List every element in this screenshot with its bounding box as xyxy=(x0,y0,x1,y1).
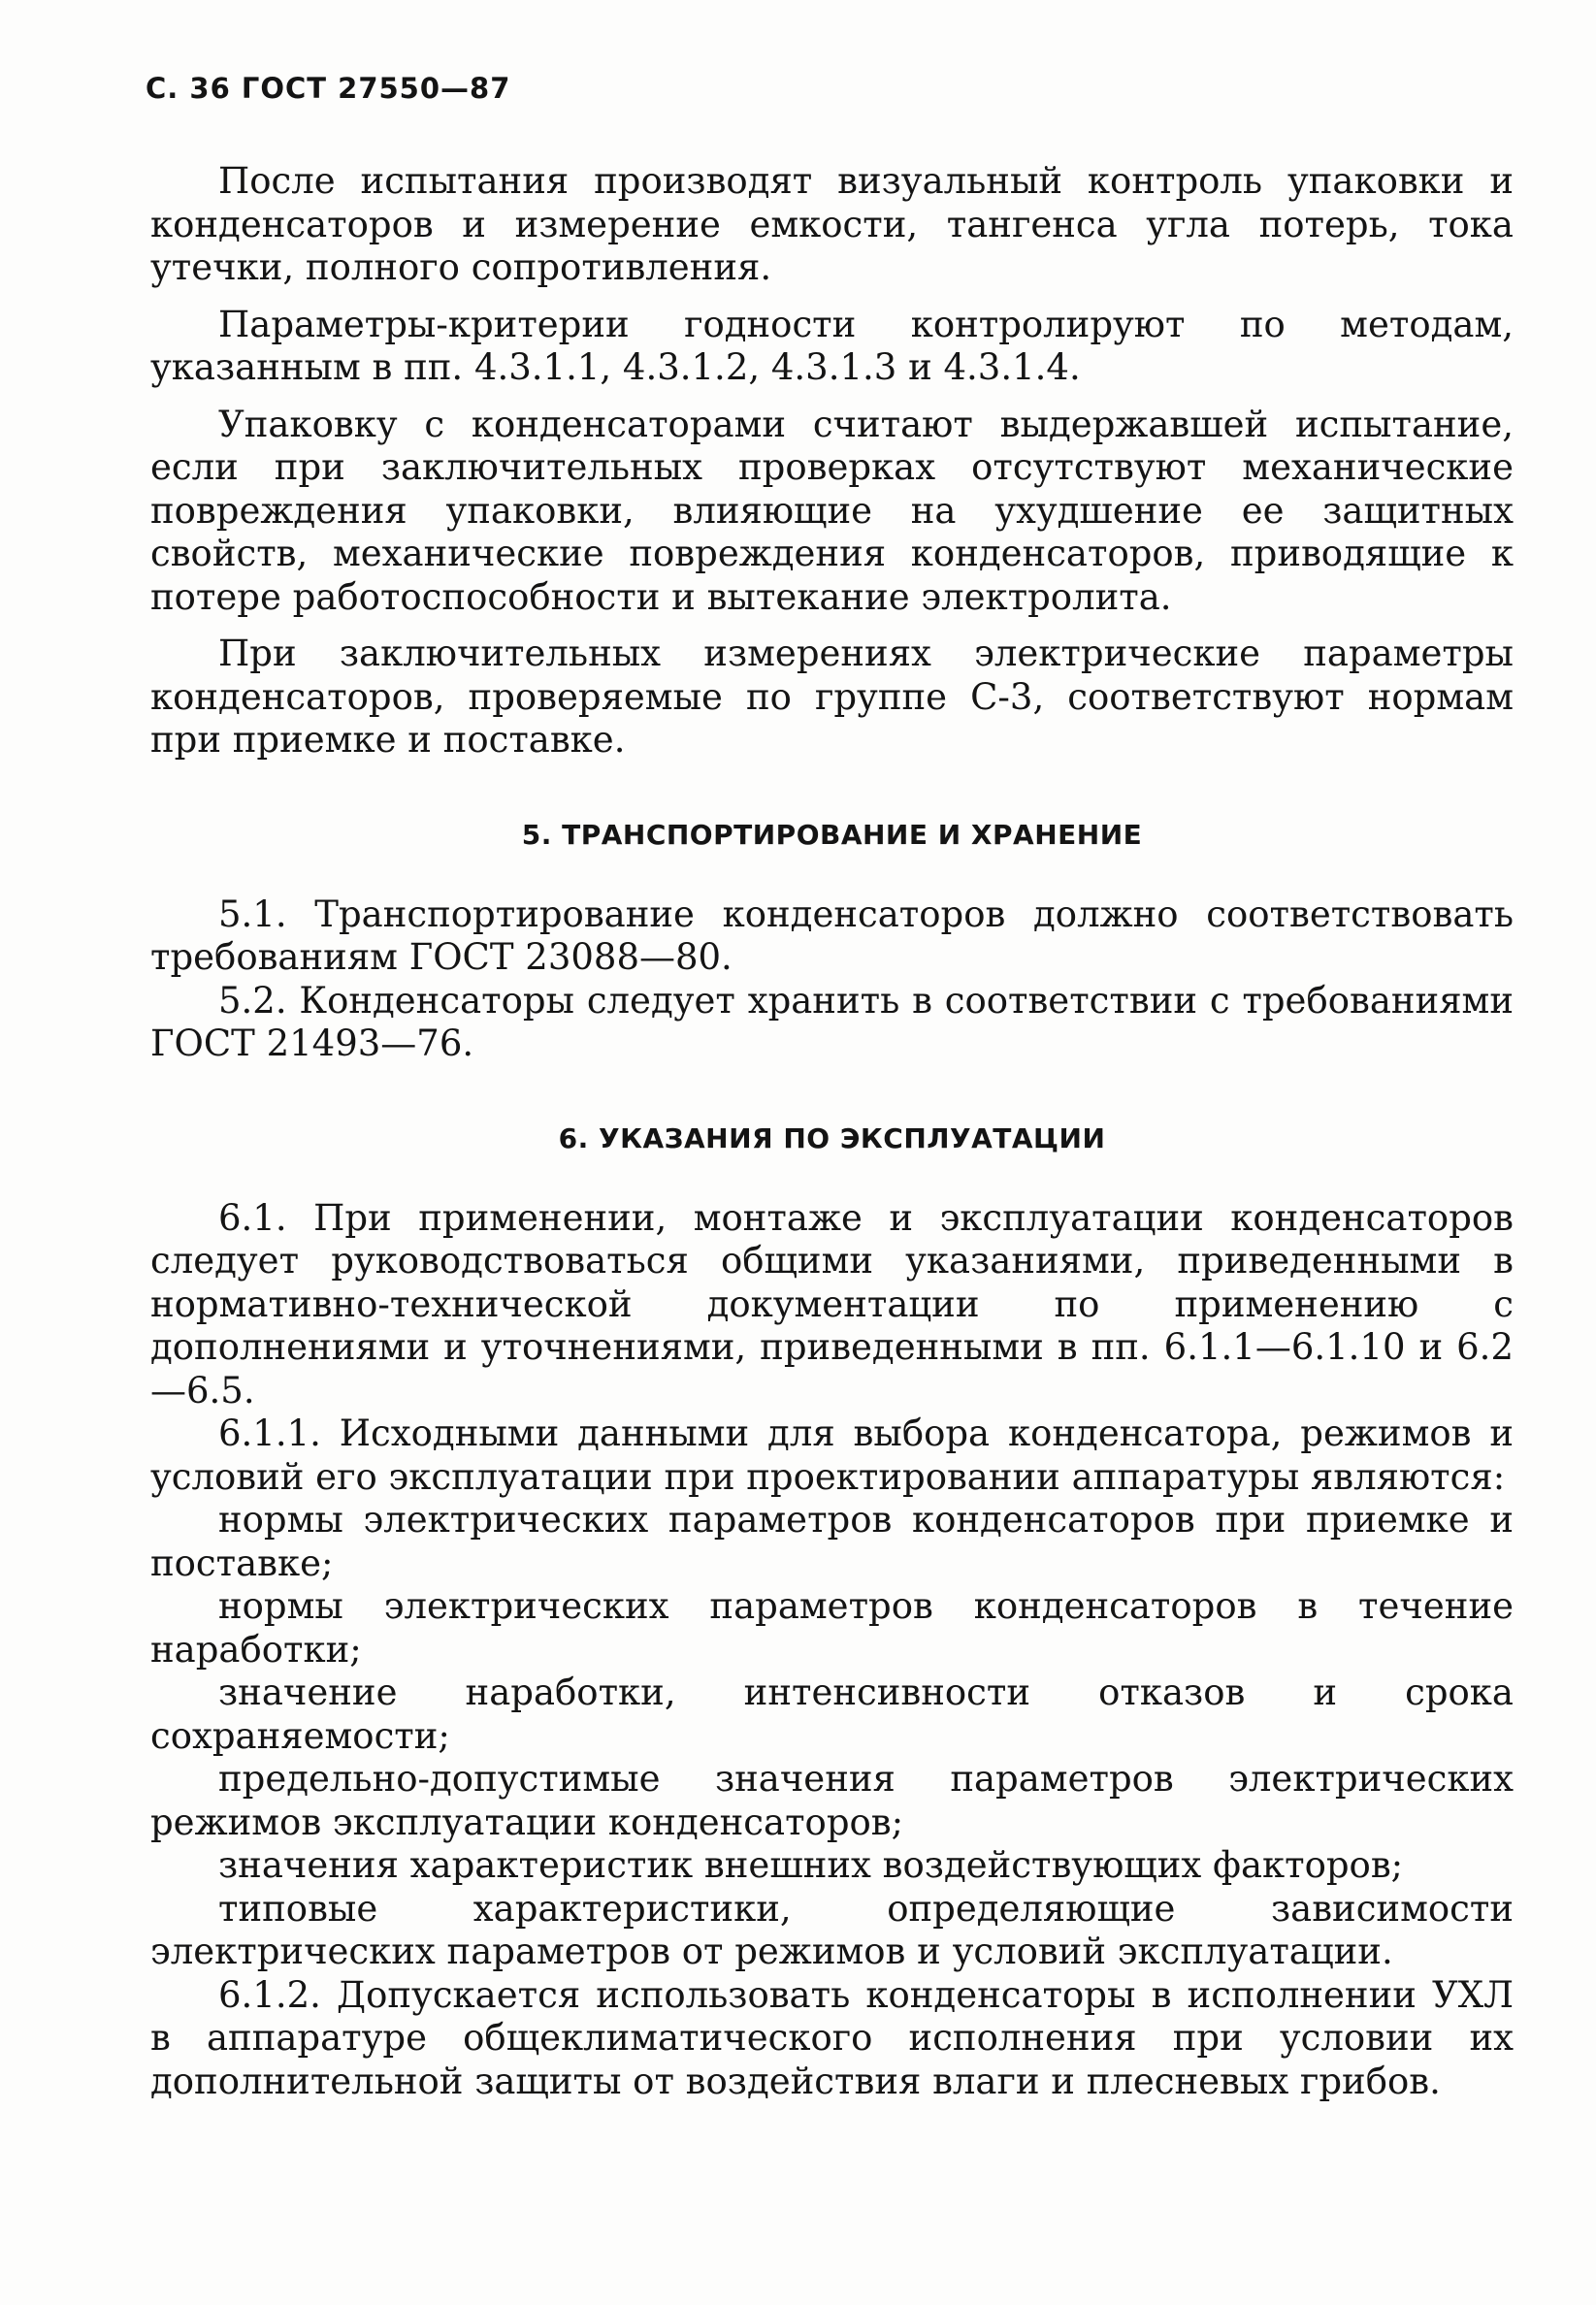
page-header: С. 36 ГОСТ 27550—87 xyxy=(146,72,511,105)
list-item: значения характеристик внешних воздействующих факторов; xyxy=(218,1844,1404,1886)
list-item: нормы электрических параметров конденсаторов в течение наработки; xyxy=(150,1585,1514,1671)
final-measurements-block xyxy=(150,633,1514,763)
paragraph-6-1: 6.1. При применении, монтаже и эксплуатации конденсаторов следует руководствоваться общими указаниями, приведенными в нормативно-технической документации по применению с дополнениями и уточнениями, приведенными в пп. 6.1.1—6.1.10 и 6.2—6.5. xyxy=(150,1196,1514,1412)
list-item: типовые характеристики, определяющие зависимости электрических параметров от режимов и условий эксплуатации. xyxy=(150,1887,1514,1972)
paragraph-final-measurements: При заключительных измерениях электрические параметры конденсаторов, проверяемые по группе С-3, соответствуют нормам при приемке и поставке. xyxy=(150,633,1514,761)
paragraph-criteria: Параметры-критерии годности контролируют по методам, указанным в пп. 4.3.1.1, 4.3.1.2, 4.3.1.3 и 4.3.1.4. xyxy=(150,303,1514,388)
page-content xyxy=(150,160,1514,2103)
packaging-block xyxy=(150,404,1514,620)
paragraph-packaging: Упаковку с конденсаторами считают выдержавшей испытание, если при заключительных проверках отсутствуют механические повреждения упаковки, влияющие на ухудшение ее защитных свойств, механические повреждения конденсаторов, приводящие к потере работоспособности и вытекание электролита. xyxy=(150,403,1514,618)
paragraph-5-2: 5.2. Конденсаторы следует хранить в соответствии с требованиями ГОСТ 21493—76. xyxy=(150,979,1514,1064)
section-6-title: 6. УКАЗАНИЯ ПО ЭКСПЛУАТАЦИИ xyxy=(558,1121,1106,1154)
input-data-list xyxy=(150,1499,1514,1974)
list-item: предельно-допустимые значения параметров электрических режимов эксплуатации конденсаторов; xyxy=(150,1758,1514,1843)
test-results-block xyxy=(150,160,1514,290)
list-item: значение наработки, интенсивности отказов и срока сохраняемости; xyxy=(150,1672,1514,1757)
section-5-title: 5. ТРАНСПОРТИРОВАНИЕ И ХРАНЕНИЕ xyxy=(521,818,1143,851)
paragraph-5-1: 5.1. Транспортирование конденсаторов должно соответствовать требованиям ГОСТ 23088—80. xyxy=(150,893,1514,978)
paragraph-6-1-1: 6.1.1. Исходными данными для выбора конденсатора, режимов и условий его эксплуатации при проектировании аппаратуры являются: xyxy=(150,1412,1514,1498)
list-item: нормы электрических параметров конденсаторов при приемке и поставке; xyxy=(150,1499,1514,1584)
criteria-block xyxy=(150,304,1514,390)
paragraph-6-1-2: 6.1.2. Допускается использовать конденсаторы в исполнении УХЛ в аппаратуре общеклиматического исполнения при условии их дополнительной защиты от воздействия влаги и плесневых грибов. xyxy=(150,1973,1514,2102)
paragraph-visual-control: После испытания производят визуальный контроль упаковки и конденсаторов и измерение емкости, тангенса угла потерь, тока утечки, полного сопротивления. xyxy=(150,160,1514,288)
